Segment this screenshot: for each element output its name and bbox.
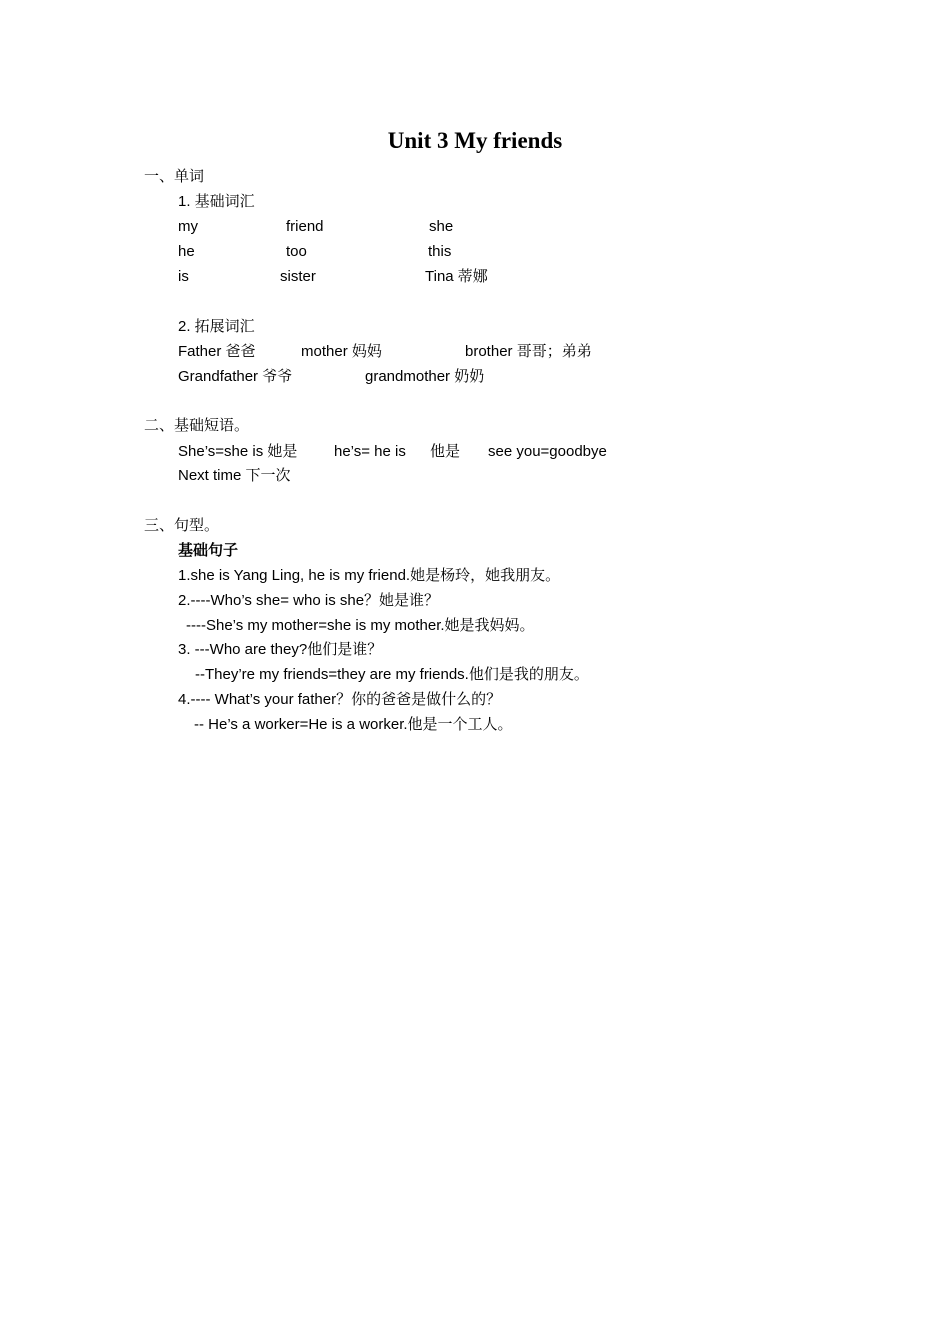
section-heading-sentences: 三、句型。 xyxy=(144,517,220,534)
sentence-line: 2.----Who’s she= who is she？她是谁？ xyxy=(178,592,440,609)
vocab-word: friend xyxy=(286,218,324,235)
phrase-item: see you=goodbye xyxy=(488,443,607,460)
phrase-item: he’s= he is xyxy=(334,443,406,460)
vocab-word: brother 哥哥；弟弟 xyxy=(465,343,592,360)
vocab-word: sister xyxy=(280,268,316,285)
document-title: Unit 3 My friends xyxy=(387,128,563,153)
vocab-word: Father 爸爸 xyxy=(178,343,256,360)
section-heading-phrases: 二、基础短语。 xyxy=(144,417,250,434)
vocab-word: Grandfather 爷爷 xyxy=(178,368,293,385)
phrase-item: Next time 下一次 xyxy=(178,467,291,484)
subheading-basic-vocabulary: 1. 基础词汇 xyxy=(178,193,255,210)
sentence-line: --They’re my friends=they are my friends.他们是我的朋友。 xyxy=(195,666,589,683)
section-heading-vocabulary: 一、单词 xyxy=(144,168,205,185)
phrase-item: She’s=she is 她是 xyxy=(178,443,298,460)
vocab-word: she xyxy=(429,218,454,235)
phrase-item: 他是 xyxy=(430,443,461,460)
sentence-line: -- He’s a worker=He is a worker.他是一个工人。 xyxy=(194,716,513,733)
sentence-line: 3. ---Who are they?他们是谁？ xyxy=(178,641,383,658)
vocab-word: Tina 蒂娜 xyxy=(425,268,488,285)
vocab-word: grandmother 奶奶 xyxy=(365,368,485,385)
subheading-basic-sentences: 基础句子 xyxy=(178,542,239,559)
sentence-line: 4.---- What’s your father？你的爸爸是做什么的？ xyxy=(178,691,502,708)
vocab-word: is xyxy=(178,268,189,285)
sentence-line: ----She’s my mother=she is my mother.她是我妈妈。 xyxy=(186,617,535,634)
sentence-line: 1.she is Yang Ling, he is my friend.她是杨玲，她我朋友。 xyxy=(178,567,561,584)
vocab-word: this xyxy=(428,243,452,260)
vocab-word: mother 妈妈 xyxy=(301,343,382,360)
vocab-word: my xyxy=(178,218,198,235)
vocab-word: he xyxy=(178,243,195,260)
vocab-word: too xyxy=(286,243,307,260)
subheading-extended-vocabulary: 2. 拓展词汇 xyxy=(178,318,255,335)
